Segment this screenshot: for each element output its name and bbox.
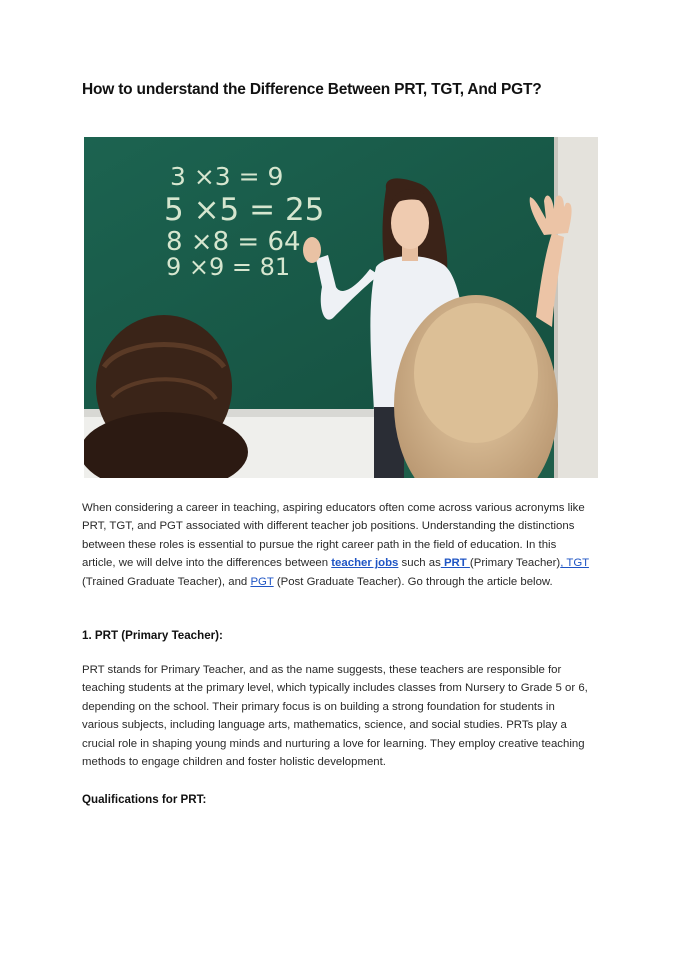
classroom-photo — [84, 137, 598, 478]
intro-text: such as — [398, 557, 441, 570]
classroom-illustration — [84, 137, 598, 478]
intro-paragraph — [82, 499, 592, 591]
pgt-link[interactable]: PGT — [250, 575, 274, 588]
page-title: How to understand the Difference Between PRT, TGT, And PGT? — [82, 81, 542, 98]
intro-text: (Post Graduate Teacher). Go through the article below. — [273, 575, 553, 588]
teacher-jobs-link[interactable]: teacher jobs — [331, 557, 399, 570]
section-heading-prt: 1. PRT (Primary Teacher): — [82, 629, 223, 642]
prt-link[interactable]: PRT — [440, 557, 470, 570]
intro-text: (Trained Graduate Teacher), and — [82, 575, 251, 588]
section-heading-qualifications: Qualifications for PRT: — [82, 793, 207, 806]
intro-text: (Primary Teacher) — [469, 557, 561, 570]
prt-paragraph: PRT stands for Primary Teacher, and as the name suggests, these teachers are responsible for teaching students at the primary level, which typically includes classes from Nursery to Grade 5 or 6, depending on the school. Their primary focus is on building a strong foundation for students in various subjects, including language arts, mathematics, science, and social studies. PRTs play a crucial role in shaping young minds and nurturing a love for learning. They employ creative teaching methods to engage children and foster holistic development. — [82, 664, 588, 769]
board-equation: 9 ×9 = 81 — [166, 253, 291, 281]
tgt-link[interactable]: , TGT — [560, 557, 589, 570]
board-equation: 5 ×5 = 25 — [164, 192, 325, 228]
intro-text: When considering a career in teaching, aspiring educators often come across various acronyms like PRT, TGT, and PGT associated with different teacher job positions. Understanding the distinctions between these roles is essential to pursue the right career path in the field of education. In this article, we will delve into the differences between — [82, 502, 585, 570]
board-equation: 3 ×3 = 9 — [170, 162, 284, 191]
board-equation: 8 ×8 = 64 — [166, 227, 301, 257]
